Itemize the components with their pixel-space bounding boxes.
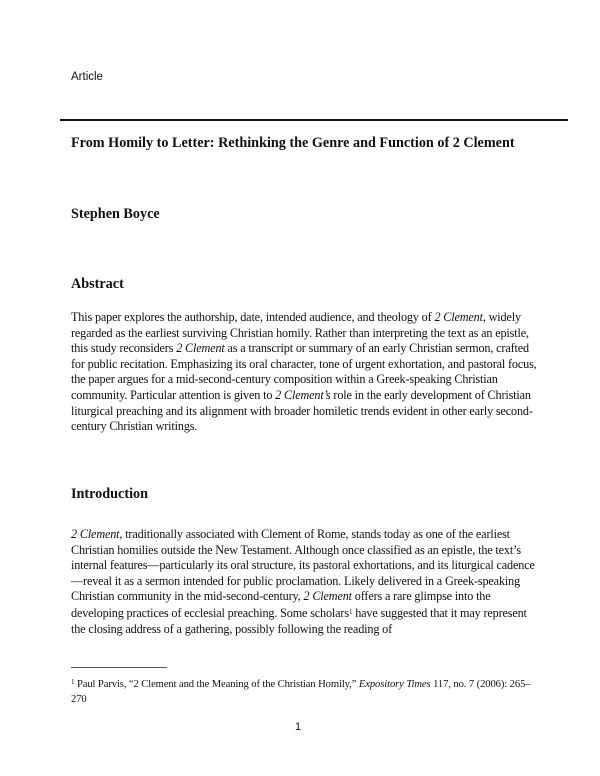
footnote [71,675,541,707]
header-rule [60,119,568,121]
footnote-text: Paul Parvis, “2 Clement and the Meaning of the Christian Homily,” [74,679,359,690]
abstract-italic-3: 2 Clement’s [275,387,331,402]
intro-italic-1: 2 Clement [71,527,120,541]
abstract-text-4: role in the early development of Christian liturgical preaching and its alignment with broader homiletic trends evident in other early second-century Christian writings. [71,387,533,434]
intro-italic-2: 2 Clement [303,589,352,604]
page-number: 1 [295,721,302,733]
intro-text-1: , traditionally associated with Clement of Rome, stands today as one of the earliest Christian homilies outside the New Testament. Although once classified as an epistle, the text’s internal features—particularly its oral structure, its pastoral exhortations, and its liturgical cadence—reveal it as a sermon intended for public proclamation. Likely delivered in a Greek-speaking Christian community in the mid-second-century, [71,527,535,604]
introduction-paragraph [71,527,541,637]
abstract-italic-1: 2 Clement [434,310,483,324]
abstract-text-2: , widely regarded as the earliest surviving Christian homily. Rather than interpreting the text as an epistle, this study reconsiders [71,310,529,356]
abstract-italic-2: 2 Clement [176,341,225,356]
intro-text-3: have suggested that it may represent the closing address of a gathering, possibly following the reading of [71,605,527,636]
abstract-paragraph [71,310,541,435]
abstract-text-3: as a transcript or summary of an early Christian sermon, crafted for public recitation. Emphasizing its oral character, tone of urgent exhortation, and pastoral focus, the paper argues for a mid-second-century composition within a Greek-speaking Christian community. Particular attention is given to [71,341,537,402]
footnote-journal: Expository Times [358,679,431,690]
author-name: Stephen Boyce [71,206,160,222]
abstract-text-1: This paper explores the authorship, date, intended audience, and theology of [71,310,435,324]
footnote-marker: 1 [71,678,75,686]
abstract-heading: Abstract [71,276,124,292]
footnote-rule [71,667,167,668]
intro-text-2: offers a rare glimpse into the developing practices of ecclesial preaching. Some scholars [71,589,491,620]
footnote-reference[interactable]: 1 [348,607,353,616]
introduction-heading: Introduction [71,486,148,502]
article-label: Article [71,71,103,83]
footnote-rest: 117, no. 7 (2006): 265–270 [71,679,531,705]
paper-title: From Homily to Letter: Rethinking the Genre and Function of 2 Clement [71,135,515,151]
